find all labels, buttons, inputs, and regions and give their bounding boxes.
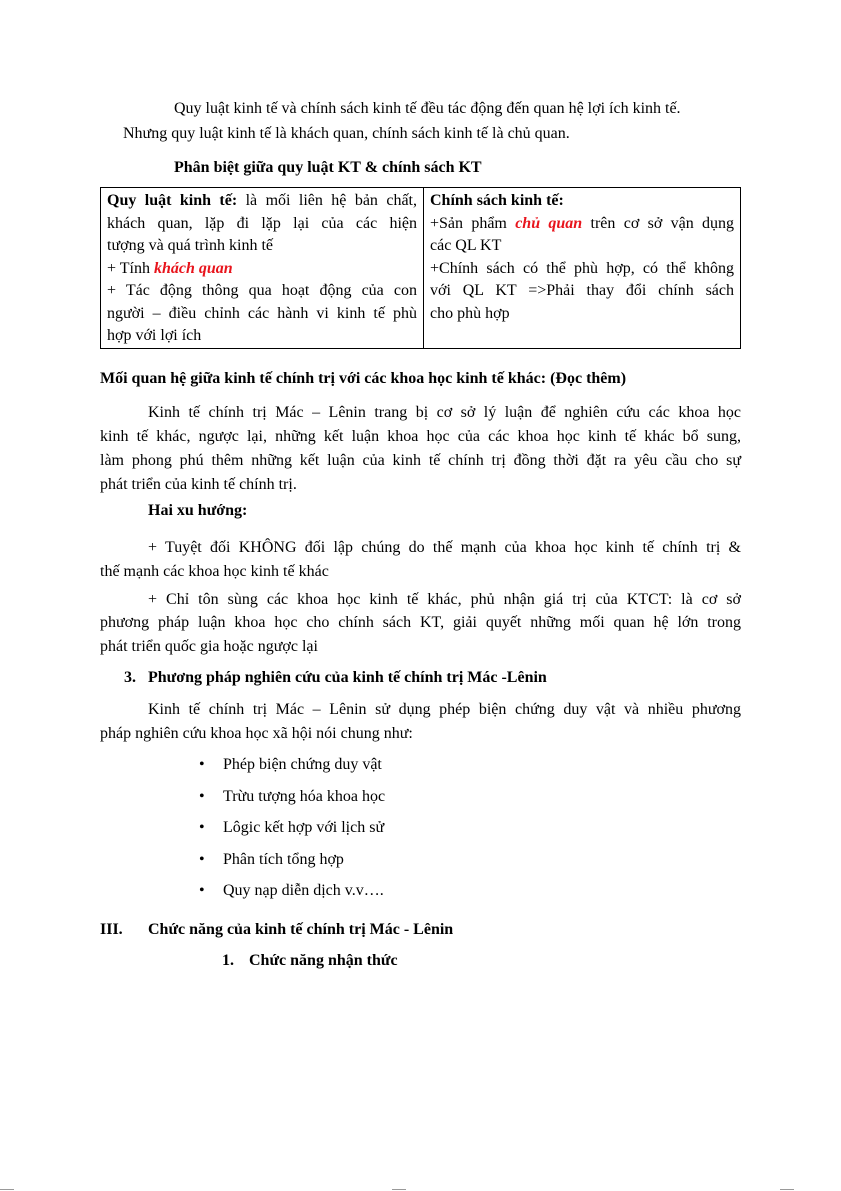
- intro-line-1: Quy luật kinh tế và chính sách kinh tế đều tác động đến quan hệ lợi ích kinh tế.: [174, 100, 681, 117]
- method-heading: Phương pháp nghiên cứu của kinh tế chính trị Mác -Lênin: [148, 669, 547, 686]
- list-item: • Phép biện chứng duy vật: [196, 752, 385, 784]
- relation-para-line-1: Kinh tế chính trị Mác – Lênin trang bị cơ sở lý luận để nghiên cứu các khoa học: [148, 404, 741, 421]
- economic-law-cell: Quy luật kinh tế: là mối liên hệ bản chất, khách quan, lặp đi lặp lại của các hiện tượng và quá trình kinh tế + Tính khách quan + Tác động thông qua hoạt động của con người – điều chỉnh các hành vi kinh tế phù hợp với lợi ích: [101, 188, 424, 349]
- relation-para-line-2: kinh tế khác, ngược lại, những kết luận khoa học của các khoa học kinh tế khác bổ sung,: [100, 428, 741, 445]
- crop-mark: [780, 1189, 794, 1190]
- method-para-line-2: pháp nghiên cứu khoa học xã hội nói chung như:: [100, 725, 413, 742]
- compare-heading: Phân biệt giữa quy luật KT & chính sách KT: [174, 159, 482, 176]
- trends-heading: Hai xu hướng:: [148, 502, 248, 519]
- relation-para-line-4: phát triển của kinh tế chính trị.: [100, 476, 297, 493]
- trend-1-line-1: + Tuyệt đối KHÔNG đối lập chúng do thế mạnh của khoa học kinh tế chính trị &: [148, 539, 741, 556]
- list-item: • Phân tích tổng hợp: [196, 847, 385, 879]
- trend-1-line-2: thế mạnh các khoa học kinh tế khác: [100, 563, 329, 580]
- method-number: 3.: [124, 669, 136, 686]
- subsection-heading: Chức năng nhận thức: [249, 952, 398, 969]
- method-list: [196, 752, 385, 910]
- subsection-number: 1.: [222, 952, 234, 969]
- section-3-heading: Chức năng của kinh tế chính trị Mác - Lênin: [148, 921, 454, 938]
- economic-policy-cell: Chính sách kinh tế: +Sản phẩm chủ quan trên cơ sở vận dụng các QL KT +Chính sách có thể phù hợp, có thể không với QL KT =>Phải thay đổi chính sách cho phù hợp: [424, 188, 741, 349]
- trend-2-line-1: + Chỉ tôn sùng các khoa học kinh tế khác, phủ nhận giá trị của KTCT: là cơ sở: [148, 591, 741, 608]
- trend-2-line-3: phát triển quốc gia hoặc ngược lại: [100, 638, 318, 655]
- intro-line-2: Nhưng quy luật kinh tế là khách quan, chính sách kinh tế là chủ quan.: [123, 125, 570, 142]
- list-item: • Lôgic kết hợp với lịch sử: [196, 815, 385, 847]
- list-item: • Quy nạp diễn dịch v.v….: [196, 878, 385, 910]
- economic-policy-title: Chính sách kinh tế:: [430, 192, 564, 209]
- comparison-table: [100, 187, 741, 349]
- crop-mark: [0, 1189, 14, 1190]
- trend-2-line-2: phương pháp luận khoa học cho chính sách KT, giải quyết những mối quan hệ lớn trong: [100, 614, 741, 631]
- crop-mark: [392, 1189, 406, 1190]
- method-para-line-1: Kinh tế chính trị Mác – Lênin sử dụng phép biện chứng duy vật và nhiều phương: [148, 701, 741, 718]
- relation-para-line-3: làm phong phú thêm những kết luận của kinh tế chính trị đồng thời đặt ra yêu cầu cho sự: [100, 452, 741, 469]
- section-3-number: III.: [100, 921, 123, 938]
- objective-emphasis: khách quan: [153, 259, 233, 277]
- list-item: • Trừu tượng hóa khoa học: [196, 784, 385, 816]
- subjective-emphasis: chủ quan: [515, 214, 583, 232]
- relation-heading: Mối quan hệ giữa kinh tế chính trị với các khoa học kinh tế khác: (Đọc thêm): [100, 370, 627, 387]
- economic-law-title: Quy luật kinh tế:: [107, 192, 238, 209]
